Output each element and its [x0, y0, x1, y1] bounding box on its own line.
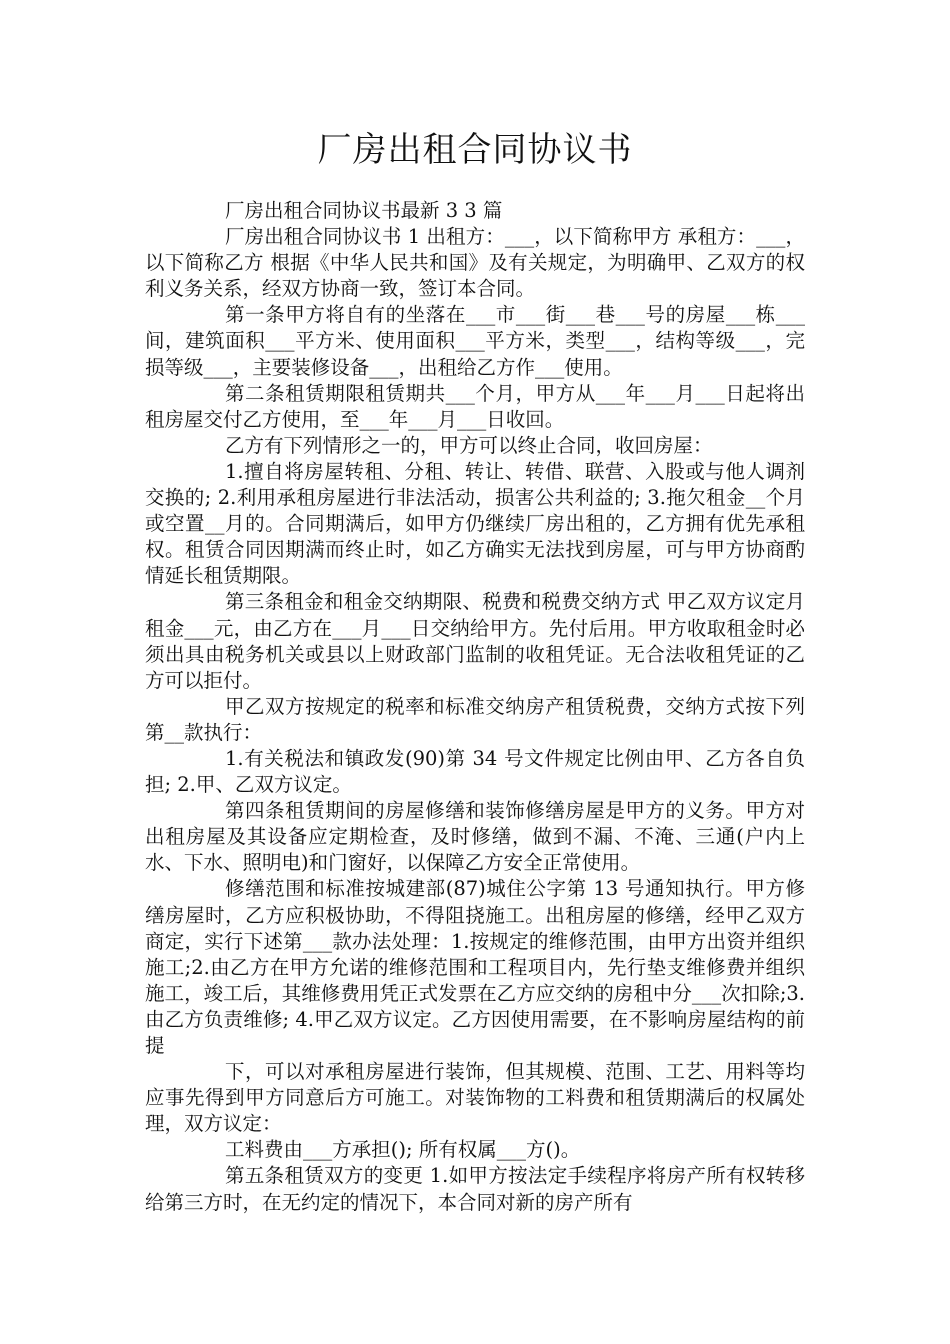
paragraph-termination-items: 1.擅自将房屋转租、分租、转让、转借、联营、入股或与他人调剂交换的; 2.利用承租房屋进行非法活动，损害公共利益的; 3.拖欠租金__个月或空置__月的。合同期满后，如甲方仍继续厂房出租的，乙方拥有优先承租权。租赁合同因期满而终止时，如乙方确实无法找到房屋，可与甲方协商酌情延长租赁期限。: [145, 459, 805, 588]
paragraph-article-3: 第三条租金和租金交纳期限、税费和税费交纳方式 甲乙双方议定月租金___元，由乙方在___月___日交纳给甲方。先付后用。甲方收取租金时必须出具由税务机关或县以上财政部门监制的收租凭证。无合法收租凭证的乙方可以拒付。: [145, 590, 805, 692]
paragraph-subtitle: 厂房出租合同协议书最新 3 3 篇: [225, 199, 503, 222]
paragraph-tax: 甲乙双方按规定的税率和标准交纳房产租赁税费，交纳方式按下列第__款执行：: [145, 694, 805, 744]
paragraph-article-1: 第一条甲方将自有的坐落在___市___街___巷___号的房屋___栋___间，建筑面积___平方米、使用面积___平方米，类型___，结构等级___，完损等级___，主要装修设备___，出租给乙方作___使用。: [145, 303, 805, 379]
paragraph-tax-items: 1.有关税法和镇政发(90)第 34 号文件规定比例由甲、乙方各自负担; 2.甲、乙双方议定。: [145, 746, 805, 797]
paragraph-article-4: 第四条租赁期间的房屋修缮和装饰修缮房屋是甲方的义务。甲方对出租房屋及其设备应定期检查，及时修缮，做到不漏、不淹、三通(户内上水、下水、照明电)和门窗好，以保障乙方安全正常使用。: [145, 799, 805, 875]
paragraph-decoration: 下，可以对承租房屋进行装饰，但其规模、范围、工艺、用料等均应事先得到甲方同意后方可施工。对装饰物的工料费和租赁期满后的权属处理，双方议定：: [145, 1060, 805, 1136]
document-body: [145, 198, 805, 1216]
paragraph-repair: 修缮范围和标准按城建部(87)城住公字第 13 号通知执行。甲方修缮房屋时，乙方应积极协助，不得阻挠施工。出租房屋的修缮，经甲乙双方商定，实行下述第___款办法处理：1.按规定的维修范围，由甲方出资并组织施工;2.由乙方在甲方允诺的维修范围和工程项目内，先行垫支维修费并组织施工，竣工后，其维修费用凭正式发票在乙方应交纳的房租中分___次扣除;3.由乙方负责维修; 4.甲乙双方议定。乙方因使用需要，在不影响房屋结构的前提: [145, 877, 805, 1057]
paragraph-parties: 厂房出租合同协议书 1 出租方：___，以下简称甲方 承租方：___，以下简称乙方 根据《中华人民共和国》及有关规定，为明确甲、乙双方的权利义务关系，经双方协商一致，签订本合同。: [145, 225, 805, 301]
document-title: 厂房出租合同协议书: [317, 130, 633, 170]
paragraph-article-5: 第五条租赁双方的变更 1.如甲方按法定手续程序将房产所有权转移给第三方时，在无约定的情况下，本合同对新的房产所有: [145, 1164, 805, 1214]
paragraph-termination-intro: 乙方有下列情形之一的，甲方可以终止合同，收回房屋：: [225, 433, 713, 457]
paragraph-article-2: 第二条租赁期限租赁期共___个月，甲方从___年___月___日起将出租房屋交付乙方使用，至___年___月___日收回。: [145, 381, 805, 431]
paragraph-cost: 工料费由___方承担(); 所有权属___方()。: [225, 1138, 581, 1162]
